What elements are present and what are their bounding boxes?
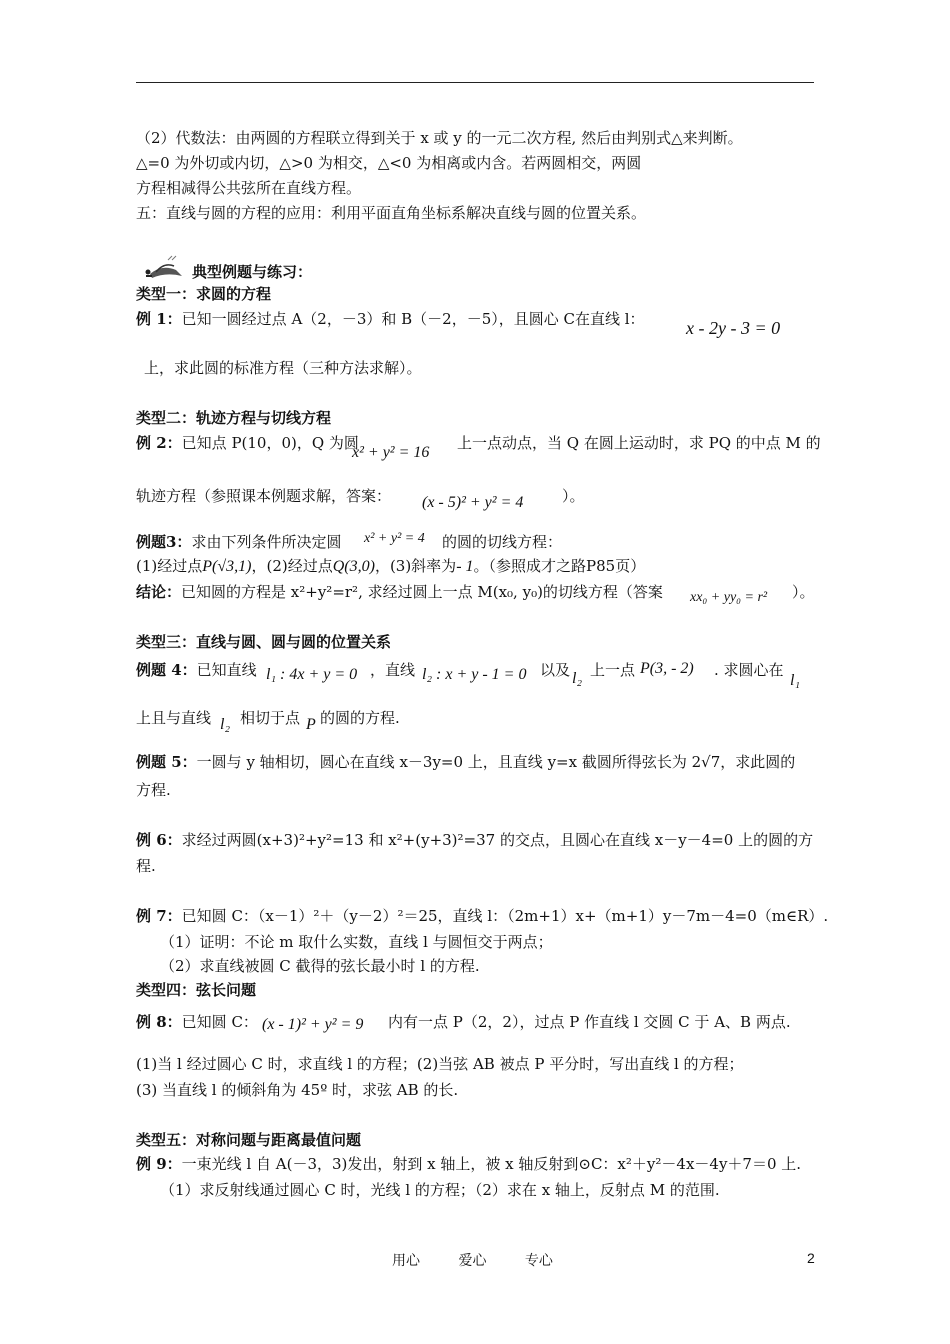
- text-line: 方程相减得公共弦所在直线方程。: [136, 179, 362, 197]
- example-text: 相切于点: [240, 709, 301, 727]
- header-rule: [136, 82, 814, 83]
- section-heading: 典型例题与练习：: [192, 263, 313, 281]
- text-line: (1)当 l 经过圆心 C 时，求直线 l 的方程；(2)当弦 AB 被点 P 平分时，写出直线 l 的方程；: [136, 1055, 744, 1073]
- math-expression: (x - 1)² + y² = 9: [262, 1016, 364, 1033]
- math-expression: (x - 5)² + y² = 4: [422, 494, 524, 511]
- book-reader-icon: [142, 254, 190, 280]
- text-segment: (1)经过点: [136, 557, 203, 575]
- example-2: [136, 433, 359, 453]
- example-text: 已知圆 C：: [181, 1013, 258, 1031]
- math-expression: - 1: [456, 558, 474, 575]
- type-heading: 类型二：轨迹方程与切线方程: [136, 409, 332, 427]
- type-heading: 类型五：对称问题与距离最值问题: [136, 1131, 362, 1149]
- text-line: （2）代数法：由两圆的方程联立得到关于 x 或 y 的一元二次方程, 然后由判别式△来判断。: [136, 129, 743, 147]
- example-label: 例 9：: [136, 1155, 182, 1173]
- footer-word: 专心: [524, 1253, 553, 1269]
- type-heading: 类型三：直线与圆、圆与圆的位置关系: [136, 633, 392, 651]
- example-text: 已知直线: [196, 661, 257, 679]
- text-line: 上，求此圆的标准方程（三种方法求解）。: [144, 359, 422, 377]
- math-expression: l₂ : x + y - 1 = 0: [422, 666, 527, 683]
- text-line: （2）求直线被圆 C 截得的弦长最小时 l 的方程.: [160, 957, 480, 975]
- example-label: 例 8：: [136, 1013, 182, 1031]
- text-line: ）。: [792, 583, 815, 601]
- example-text: 上一点: [590, 661, 636, 679]
- example-text: 的圆的方程.: [320, 709, 400, 727]
- math-expression: l₂: [220, 716, 231, 733]
- example-label: 例 7：: [136, 907, 182, 925]
- example-5: [136, 752, 795, 772]
- math-expression: l₁ : 4x + y = 0: [266, 666, 358, 683]
- example-9: [136, 1154, 801, 1174]
- conclusion: [136, 582, 663, 602]
- example-7: [136, 906, 828, 926]
- text-segment: ，(2)经过点: [251, 557, 333, 575]
- math-expression: xx₀ + yy₀ = r²: [690, 590, 768, 605]
- example-text: 一圆与 y 轴相切，圆心在直线 x－3y=0 上，且直线 y=x 截圆所得弦长为 2√7，求此圆的: [196, 753, 796, 771]
- example-text: 内有一点 P（2，2），过点 P 作直线 l 交圆 C 于 A、B 两点.: [388, 1013, 791, 1031]
- example-label: 例题 4：: [136, 661, 197, 679]
- math-expression: P(3, - 2): [640, 660, 694, 677]
- math-expression: l₁: [790, 672, 801, 689]
- example-3: [136, 532, 341, 552]
- footer-word: 用心: [392, 1253, 420, 1269]
- text-line: △=0 为外切或内切，△>0 为相交，△<0 为相离或内含。若两圆相交，两圆: [136, 154, 642, 172]
- example-text: 的圆的切线方程：: [442, 533, 563, 551]
- example-text: 求经过两圆(x+3)²+y²=13 和 x²+(y+3)²=37 的交点，且圆心在直线 x－y－4=0 上的圆的方: [181, 831, 814, 849]
- math-expression: P: [306, 716, 316, 733]
- example-text: 上一点动点，当 Q 在圆上运动时，求 PQ 的中点 M 的: [457, 434, 821, 452]
- math-expression: P(√3,1): [202, 558, 252, 575]
- math-expression: l₂: [572, 670, 583, 687]
- example-label: 例 2：: [136, 434, 182, 452]
- example-label: 例题3：: [136, 533, 192, 551]
- text-line: (3) 当直线 l 的倾斜角为 45º 时，求弦 AB 的长.: [136, 1081, 459, 1099]
- page-footer: [392, 1250, 587, 1270]
- example-text: 一束光线 l 自 A(－3，3)发出，射到 x 轴上，被 x 轴反射到⊙C：x²＋y²－4x－4y＋7＝0 上.: [181, 1155, 802, 1173]
- example-1: [136, 309, 645, 329]
- example-text: 已知一圆经过点 A（2，－3）和 B（－2，－5），且圆心 C在直线 l：: [181, 310, 645, 328]
- example-6: [136, 830, 813, 850]
- type-heading: 类型四：弦长问题: [136, 981, 257, 999]
- example-label: 例 1：: [136, 310, 182, 328]
- math-expression: x - 2y - 3 = 0: [686, 318, 781, 338]
- example-8: [136, 1012, 258, 1032]
- page-number: 2: [807, 1250, 815, 1266]
- example-text: 求由下列条件所决定圆: [191, 533, 342, 551]
- footer-word: 爱心: [458, 1253, 487, 1269]
- example-label: 例题 5：: [136, 753, 197, 771]
- math-expression: Q(3,0): [332, 558, 375, 575]
- text-line: （1）证明：不论 m 取什么实数，直线 l 与圆恒交于两点；: [160, 933, 553, 951]
- text-line: （1）求反射线通过圆心 C 时，光线 l 的方程；（2）求在 x 轴上，反射点 M 的范围.: [160, 1181, 720, 1199]
- text-line: [136, 556, 645, 577]
- text-segment: ，(3)斜率为: [374, 557, 457, 575]
- example-label: 例 6：: [136, 831, 182, 849]
- example-text: ，直线: [370, 661, 416, 679]
- example-text: 已知点 P(10，0)，Q 为圆: [181, 434, 359, 452]
- example-text: 已知圆 C：（x－1）²＋（y－2）²＝25，直线 l：（2m+1）x+（m+1）y－7m－4=0（m∈R）.: [181, 907, 829, 925]
- example-text: . 求圆心在: [714, 661, 784, 679]
- text-line: 轨迹方程（参照课本例题求解，答案：: [136, 487, 392, 505]
- example-text: 以及: [540, 661, 571, 679]
- example-4: [136, 660, 257, 680]
- text-line: 上且与直线: [136, 709, 212, 727]
- conclusion-text: 已知圆的方程是 x²+y²=r², 求经过圆上一点 M(x₀, y₀)的切线方程（答案: [181, 583, 663, 601]
- type-heading: 类型一：求圆的方程: [136, 285, 272, 303]
- math-expression: x² + y² = 4: [364, 531, 425, 546]
- conclusion-label: 结论：: [136, 583, 182, 601]
- text-line: 五：直线与圆的方程的应用：利用平面直角坐标系解决直线与圆的位置关系。: [136, 204, 647, 222]
- text-line: ）。: [562, 487, 585, 505]
- text-line: 程.: [136, 857, 156, 875]
- math-expression: x² + y² = 16: [352, 444, 430, 461]
- text-segment: 。（参照成才之路P85页）: [473, 557, 646, 575]
- text-line: 方程.: [136, 781, 171, 799]
